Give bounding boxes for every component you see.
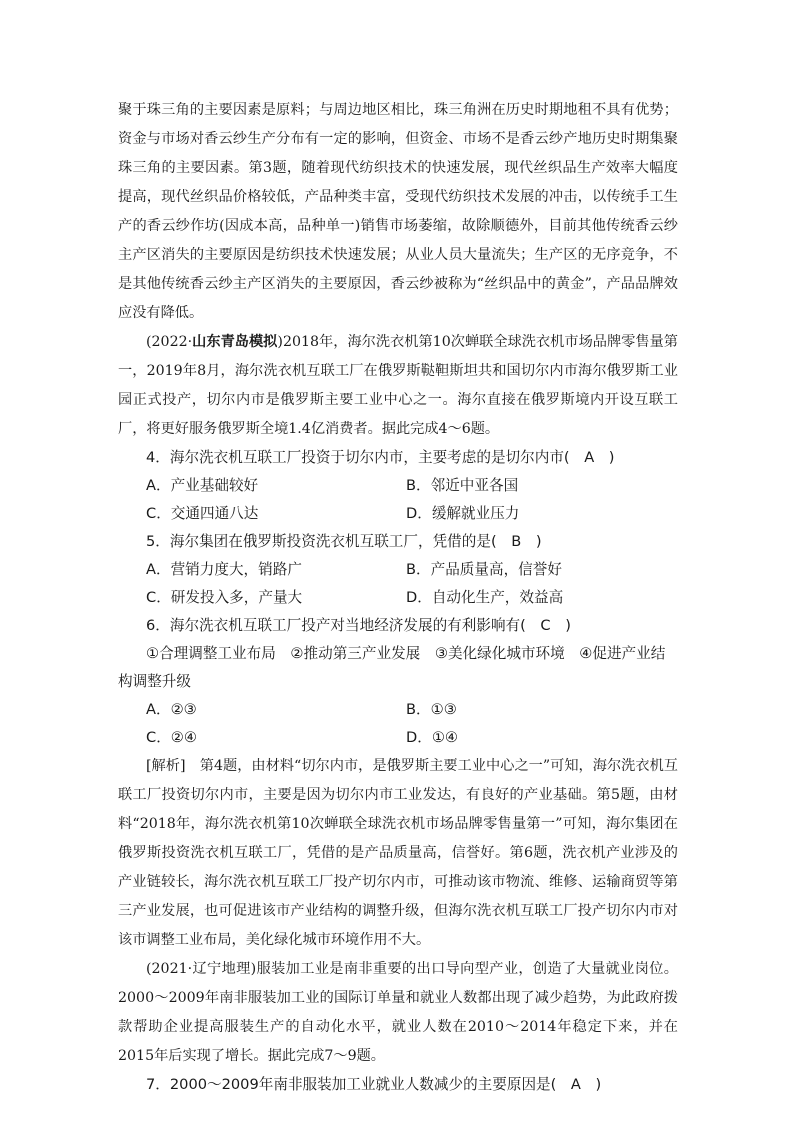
option-c: C．②④ xyxy=(146,729,197,746)
question-7-stem: 7．2000～2009年南非服装加工业就业人数减少的主要原因是( A ) xyxy=(146,1076,602,1093)
analysis-label: [解析] xyxy=(146,758,186,774)
option-c: C．交通四通八达 xyxy=(146,505,259,522)
source-bold: 山东青岛模拟 xyxy=(192,334,278,350)
option-d: D．①④ xyxy=(406,729,458,746)
analysis-text: 第4题，由材料“切尔内市，是俄罗斯主要工业中心之一”可知，海尔洗衣机互联工厂投资切尔内市，主要是因为切尔内市工业发达，有良好的产业基础。第5题，由材料“2018年，海尔洗衣机第10次蝉联全球洗衣机市场品牌零售量第一”可知，海尔集团在俄罗斯投资洗衣机互联工厂，凭借的是产品质量高，信誉好。第6题，洗衣机产业涉及的产业链较长，海尔洗衣机互联工厂投产切尔内市，可推动该市物流、维修、运输商贸等第三产业发展，也可促进该市产业结构的调整升级，但海尔洗衣机互联工厂投产切尔内市对该市调整工业布局，美化绿化城市环境作用不大。 xyxy=(118,758,678,948)
option-c: C．研发投入多，产量大 xyxy=(146,589,303,606)
analysis-paragraph xyxy=(118,752,678,955)
question-6-options xyxy=(118,696,678,752)
source-label: (2021·辽宁地理) xyxy=(146,961,257,977)
option-a: A．②③ xyxy=(146,701,197,718)
passage-haier xyxy=(118,328,678,444)
option-d: D．自动化生产，效益高 xyxy=(406,589,564,606)
question-6-statements: ①合理调整工业布局 ②推动第三产业发展 ③美化绿化城市环境 ④促进产业结构调整升级 xyxy=(118,645,666,690)
question-6-stem: 6．海尔洗衣机互联工厂投产对当地经济发展的有利影响有( C ) xyxy=(146,617,571,634)
question-5-options xyxy=(118,556,678,612)
question-4-options xyxy=(118,472,678,528)
option-a: A．产业基础较好 xyxy=(146,477,259,494)
question-4-stem: 4．海尔洗衣机互联工厂投资于切尔内市，主要考虑的是切尔内市( A ) xyxy=(146,449,615,466)
option-a: A．营销力度大，销路广 xyxy=(146,561,302,578)
option-b: B．①③ xyxy=(406,701,457,718)
passage-south-africa-text: 服装加工业是南非重要的出口导向型产业，创造了大量就业岗位。2000～2009年南非服装加工业的国际订单量和就业人数都出现了减少趋势，为此政府拨款帮助企业提高服装生产的自动化水平，就业人数在2010～2014年稳定下来，并在2015年后实现了增长。据此完成7～9题。 xyxy=(118,961,678,1064)
passage-haier-text: 2018年，海尔洗衣机第10次蝉联全球洗衣机市场品牌零售量第一，2019年8月，海尔洗衣机互联工厂在俄罗斯鞑靼斯坦共和国切尔内市海尔俄罗斯工业园正式投产，切尔内市是俄罗斯主要工业中心之一。海尔直接在俄罗斯境内开设互联工厂，将更好服务俄罗斯全境1.4亿消费者。据此完成4～6题。 xyxy=(118,334,678,437)
explanation-continued: 聚于珠三角的主要因素是原料；与周边地区相比，珠三角洲在历史时期地租不具有优势；资金与市场对香云纱生产分布有一定的影响，但资金、市场不是香云纱产地历史时期集聚珠三角的主要因素。第3题，随着现代纺织技术的快速发展，现代丝织品生产效率大幅度提高，现代丝织品价格较低，产品种类丰富，受现代纺织技术发展的冲击，以传统手工生产的香云纱作坊(因成本高，品种单一)销售市场萎缩，故除顺德外，目前其他传统香云纱主产区消失的主要原因是纺织技术快速发展；从业人员大量流失；生产区的无序竞争，不是其他传统香云纱主产区消失的主要原因，香云纱被称为“丝织品中的黄金”，产品品牌效应没有降低。 xyxy=(118,102,678,321)
option-b: B．产品质量高，信誉好 xyxy=(406,561,562,578)
option-d: D．缓解就业压力 xyxy=(406,505,520,522)
source-prefix: (2022· xyxy=(146,334,193,350)
question-5-stem: 5．海尔集团在俄罗斯投资洗衣机互联工厂，凭借的是( B ) xyxy=(146,533,542,550)
document-content xyxy=(118,96,678,1099)
option-b: B．邻近中亚各国 xyxy=(406,477,519,494)
passage-south-africa xyxy=(118,955,678,1071)
source-suffix: ) xyxy=(277,334,283,350)
